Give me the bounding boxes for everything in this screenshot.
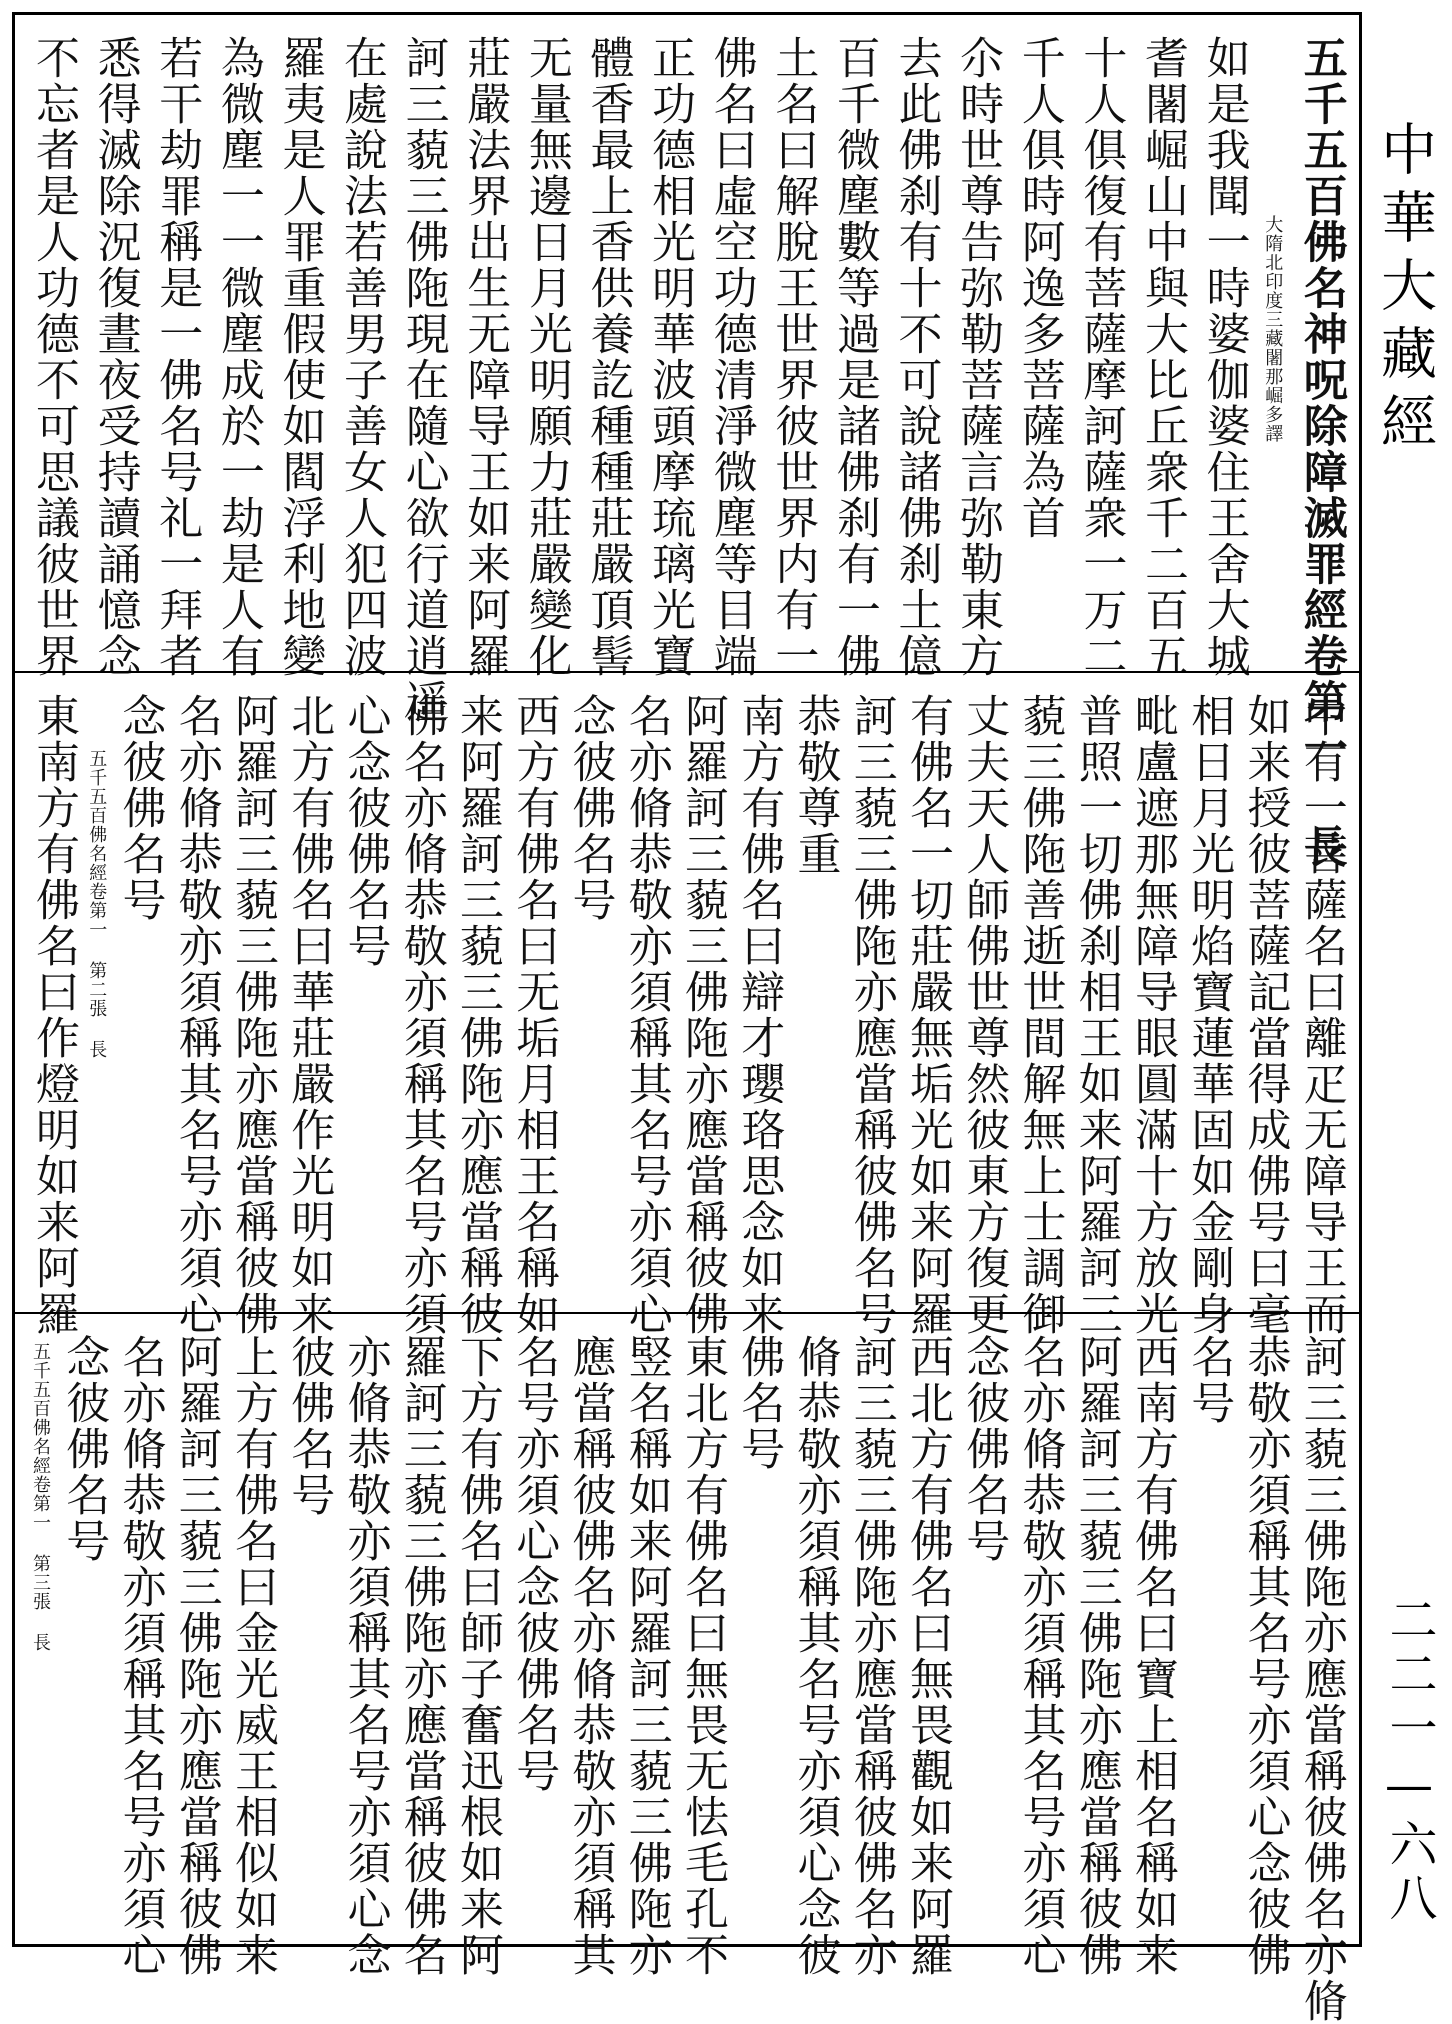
text-column: 名亦脩恭敬亦須稱其名号亦須心 bbox=[114, 1334, 166, 1978]
text-column: 竪名稱如来阿羅訶三藐三佛陁亦 bbox=[620, 1334, 672, 1978]
text-column: 北方有佛名曰華莊嚴作光明如来 bbox=[283, 693, 335, 1337]
text-column: 在處說法若善男子善女人犯四波 bbox=[336, 35, 388, 679]
text-column: 尒時世尊告弥勒菩薩言弥勒東方 bbox=[952, 35, 1004, 679]
sheet-marker: 五千五百佛名經卷第一 第三張 長 bbox=[30, 1342, 51, 1652]
text-column: 訶三藐三佛陁現在隨心欲行道逍遥 bbox=[397, 35, 449, 725]
text-column: 為微塵一一微塵成於一劫是人有 bbox=[212, 35, 264, 679]
text-column: 如是我聞一時婆伽婆住王舍大城 bbox=[1198, 35, 1250, 679]
text-column: 應當稱彼佛名亦脩恭敬亦須稱其 bbox=[564, 1334, 616, 1978]
text-column: 相日月光明焰寶蓮華固如金剛身 bbox=[1183, 693, 1235, 1337]
text-column: 南方有佛名曰辯才瓔珞思念如来 bbox=[733, 693, 785, 1337]
text-column: 亦脩恭敬亦須稱其名号亦須心念 bbox=[339, 1334, 391, 1978]
text-column: 東北方有佛名曰無畏无怯毛孔不 bbox=[677, 1334, 728, 1978]
panel-middle bbox=[15, 671, 1359, 1337]
text-column: 千人俱時阿逸多菩薩為首 bbox=[1013, 35, 1065, 541]
text-column: 悉得滅除況復晝夜受持讀誦憶念 bbox=[89, 35, 141, 679]
text-column: 名亦脩恭敬亦須稱其名号亦須心 bbox=[170, 693, 222, 1337]
text-column: 佛名曰虛空功德清淨微塵等目端 bbox=[705, 35, 757, 679]
text-column: 羅夷是人罪重假使如閻浮利地變 bbox=[274, 35, 326, 679]
text-column: 名亦脩恭敬亦須稱其名号亦須心 bbox=[1014, 1334, 1066, 1978]
text-column: 十人俱復有菩薩摩訶薩衆一万二 bbox=[1075, 35, 1127, 679]
sutra-title: 五千五百佛名神呪除障滅罪經卷第一 長 bbox=[1295, 35, 1347, 870]
text-column: 土名曰解脫王世界彼世界内有一 bbox=[767, 35, 819, 679]
text-column: 阿羅訶三藐三佛陁亦應當稱彼佛 bbox=[227, 693, 278, 1337]
page-number: 二二一—六八 bbox=[1381, 1595, 1437, 1927]
sheet-marker: 五千五百佛名經卷第一 第二張 長 bbox=[86, 749, 108, 1059]
text-column: 念彼佛名号 bbox=[58, 1334, 110, 1564]
text-column: 心念彼佛名号 bbox=[339, 693, 391, 969]
text-column: 恭敬亦須稱其名号亦須心念彼佛 bbox=[1239, 1334, 1291, 1978]
text-column: 下方有佛名曰師子奮迅根如来阿 bbox=[452, 1334, 503, 1978]
text-column: 訶三藐三佛陁亦應當稱彼佛名亦脩 bbox=[1295, 1334, 1347, 2024]
text-column: 佛名亦脩恭敬亦須稱其名号亦須 bbox=[395, 693, 447, 1337]
text-column: 如来授彼菩薩記當得成佛号曰毫 bbox=[1239, 693, 1291, 1337]
text-column: 毗盧遮那無障导眼圓滿十方放光 bbox=[1127, 693, 1178, 1337]
text-column: 无量無邊日月光明願力莊嚴變化 bbox=[520, 35, 572, 679]
text-column: 念彼佛名号 bbox=[114, 693, 166, 923]
text-column: 佛名号 bbox=[733, 1334, 785, 1472]
text-column: 體香最上香供養訖種種莊嚴頂髻 bbox=[582, 35, 634, 679]
text-column: 普照一切佛刹相王如来阿羅訶三 bbox=[1070, 693, 1122, 1337]
text-column: 有佛名一切莊嚴無垢光如来阿羅 bbox=[902, 693, 953, 1337]
text-column: 彼佛名号 bbox=[283, 1334, 335, 1518]
text-column: 名号 bbox=[1183, 1334, 1235, 1426]
text-column: 去此佛刹有十不可說諸佛刹土億 bbox=[890, 35, 942, 679]
text-column: 不忘者是人功德不可思議彼世界 bbox=[28, 35, 79, 679]
text-column: 東南方有佛名曰作燈明如来阿羅 bbox=[28, 693, 79, 1337]
text-column: 念彼佛名号 bbox=[564, 693, 616, 923]
scripture-page bbox=[12, 12, 1362, 2024]
text-column: 念彼佛名号 bbox=[958, 1334, 1010, 1564]
text-column: 西南方有佛名曰寶上相名稱如来 bbox=[1127, 1334, 1178, 1978]
collection-title: 中華大藏經 bbox=[1372, 120, 1437, 460]
text-column: 藐三佛陁善逝世間解無上士調御 bbox=[1014, 693, 1066, 1337]
text-column: 脩恭敬亦須稱其名号亦須心念彼 bbox=[789, 1334, 841, 1978]
translator-credit: 大隋北印度三藏闍那崛多譯 bbox=[1262, 215, 1284, 443]
text-column: 阿羅訶三藐三佛陁亦應當稱彼佛 bbox=[1070, 1334, 1122, 1978]
text-column: 来阿羅訶三藐三佛陁亦應當稱彼 bbox=[452, 693, 503, 1337]
text-column: 中有一菩薩名曰離疋无障导王而 bbox=[1295, 693, 1347, 1337]
text-column: 正功德相光明華波頭摩琉璃光寶 bbox=[644, 35, 696, 679]
text-column: 若干劫罪稱是一佛名号礼一拜者 bbox=[151, 35, 203, 679]
text-column: 名号亦須心念彼佛名号 bbox=[508, 1334, 560, 1794]
panel-bottom bbox=[15, 1312, 1359, 2024]
text-columns bbox=[30, 1334, 1347, 2024]
text-column: 丈夫天人師佛世尊然彼東方復更 bbox=[958, 693, 1010, 1337]
text-columns bbox=[28, 693, 1347, 1337]
text-column: 阿羅訶三藐三佛陁亦應當稱彼佛 bbox=[677, 693, 728, 1337]
text-column: 莊嚴法界出生无障导王如来阿羅 bbox=[459, 35, 511, 679]
text-column: 恭敬尊重 bbox=[789, 693, 841, 877]
text-column: 西方有佛名曰无垢月相王名稱如 bbox=[508, 693, 560, 1337]
text-column: 訶三藐三佛陁亦應當稱彼佛名亦 bbox=[845, 1334, 897, 1978]
text-column: 訶三藐三佛陁亦應當稱彼佛名号 bbox=[845, 693, 897, 1337]
text-column: 百千微塵數等過是諸佛刹有一佛 bbox=[828, 35, 880, 679]
text-column: 名亦脩恭敬亦須稱其名号亦須心 bbox=[620, 693, 672, 1337]
text-column: 阿羅訶三藐三佛陁亦應當稱彼佛 bbox=[170, 1334, 222, 1978]
text-column: 耆闍崛山中與大比丘衆千二百五 bbox=[1136, 35, 1188, 679]
text-column: 羅訶三藐三佛陁亦應當稱彼佛名 bbox=[395, 1334, 447, 1978]
text-column: 西北方有佛名曰無畏觀如来阿羅 bbox=[902, 1334, 953, 1978]
text-column: 上方有佛名曰金光威王相似如来 bbox=[227, 1334, 278, 1978]
